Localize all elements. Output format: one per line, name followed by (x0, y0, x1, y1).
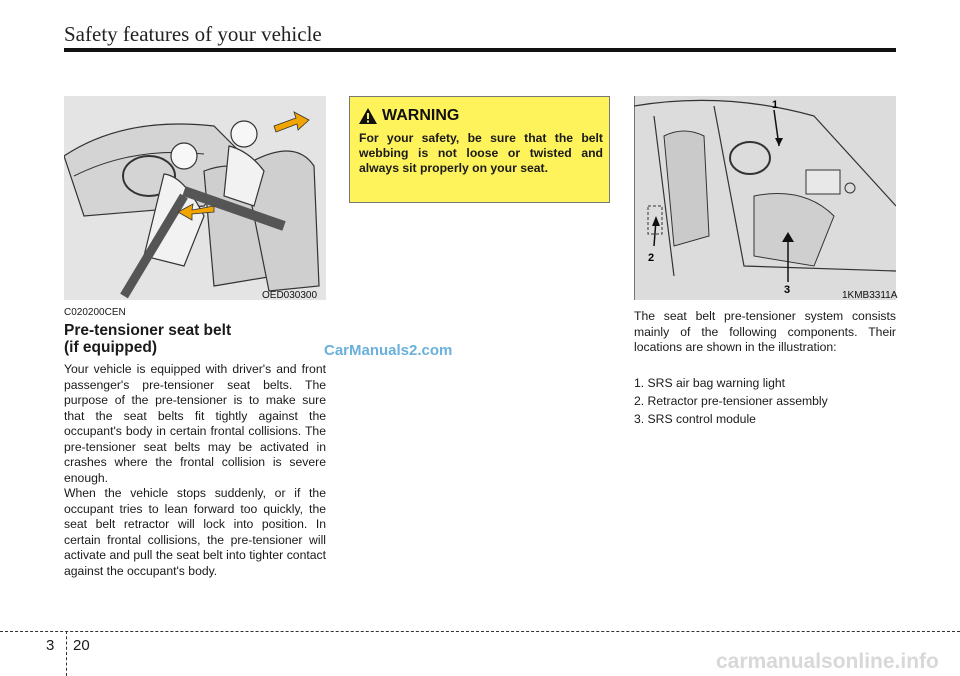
warning-box (349, 96, 610, 203)
footer-url[interactable]: carmanualsonline.info (716, 650, 939, 673)
footer-divider (66, 631, 67, 676)
components-intro (634, 309, 896, 356)
list-item: 3. SRS control module (634, 412, 756, 426)
section-heading-line2: (if equipped) (64, 339, 157, 356)
page-number: 20 (73, 637, 90, 654)
watermark-link[interactable]: CarManuals2.com (324, 342, 453, 359)
section-paragraph-2: When the vehicle stops suddenly, or if the occupant tries to lean forward too quickly, the seat belt retractor will lock into position. In certain frontal collisions, the pre-tensioner will activate and pull the seat belt into tighter contact against the occupant's body. (64, 486, 326, 578)
list-item: 1. SRS air bag warning light (634, 376, 786, 390)
footer-rule (0, 631, 960, 632)
section-heading-line1: Pre-tensioner seat belt (64, 322, 232, 339)
section-code: C020200CEN (64, 307, 126, 318)
figure-components (634, 96, 896, 300)
page-header-title: Safety features of your vehicle (64, 22, 322, 46)
callout-2: 2 (648, 252, 655, 264)
figure-occupants (64, 96, 326, 300)
warning-triangle-icon (359, 108, 377, 124)
components-intro-text: The seat belt pre-tensioner system consists mainly of the following components. Their locations are shown in the illustration: (634, 309, 896, 354)
occupants-illustration (64, 96, 326, 300)
warning-body: For your safety, be sure that the belt webbing is not loose or twisted and always sit properly on your seat. (359, 131, 603, 175)
figure-components-code: 1KMB3311A (842, 290, 898, 301)
section-body (64, 362, 326, 579)
section-heading (64, 322, 326, 356)
warning-title: WARNING (382, 107, 460, 124)
page-chapter: 3 (46, 637, 55, 654)
figure-occupants-code: OED030300 (262, 290, 318, 301)
components-illustration (634, 96, 896, 300)
callout-1: 1 (772, 99, 779, 111)
header-rule (64, 48, 896, 52)
list-item: 2. Retractor pre-tensioner assembly (634, 394, 828, 408)
components-list (634, 374, 896, 428)
section-paragraph-1: Your vehicle is equipped with driver's and front passenger's pre-tensioner seat belts. The purpose of the pre-tensioner is to make sure that the seat belts fit tightly against the occupant's body in certain frontal collisions. The pre-tensioner seat belts may be activated in crashes where the frontal collision is severe enough. (64, 362, 326, 485)
callout-3: 3 (784, 284, 791, 296)
